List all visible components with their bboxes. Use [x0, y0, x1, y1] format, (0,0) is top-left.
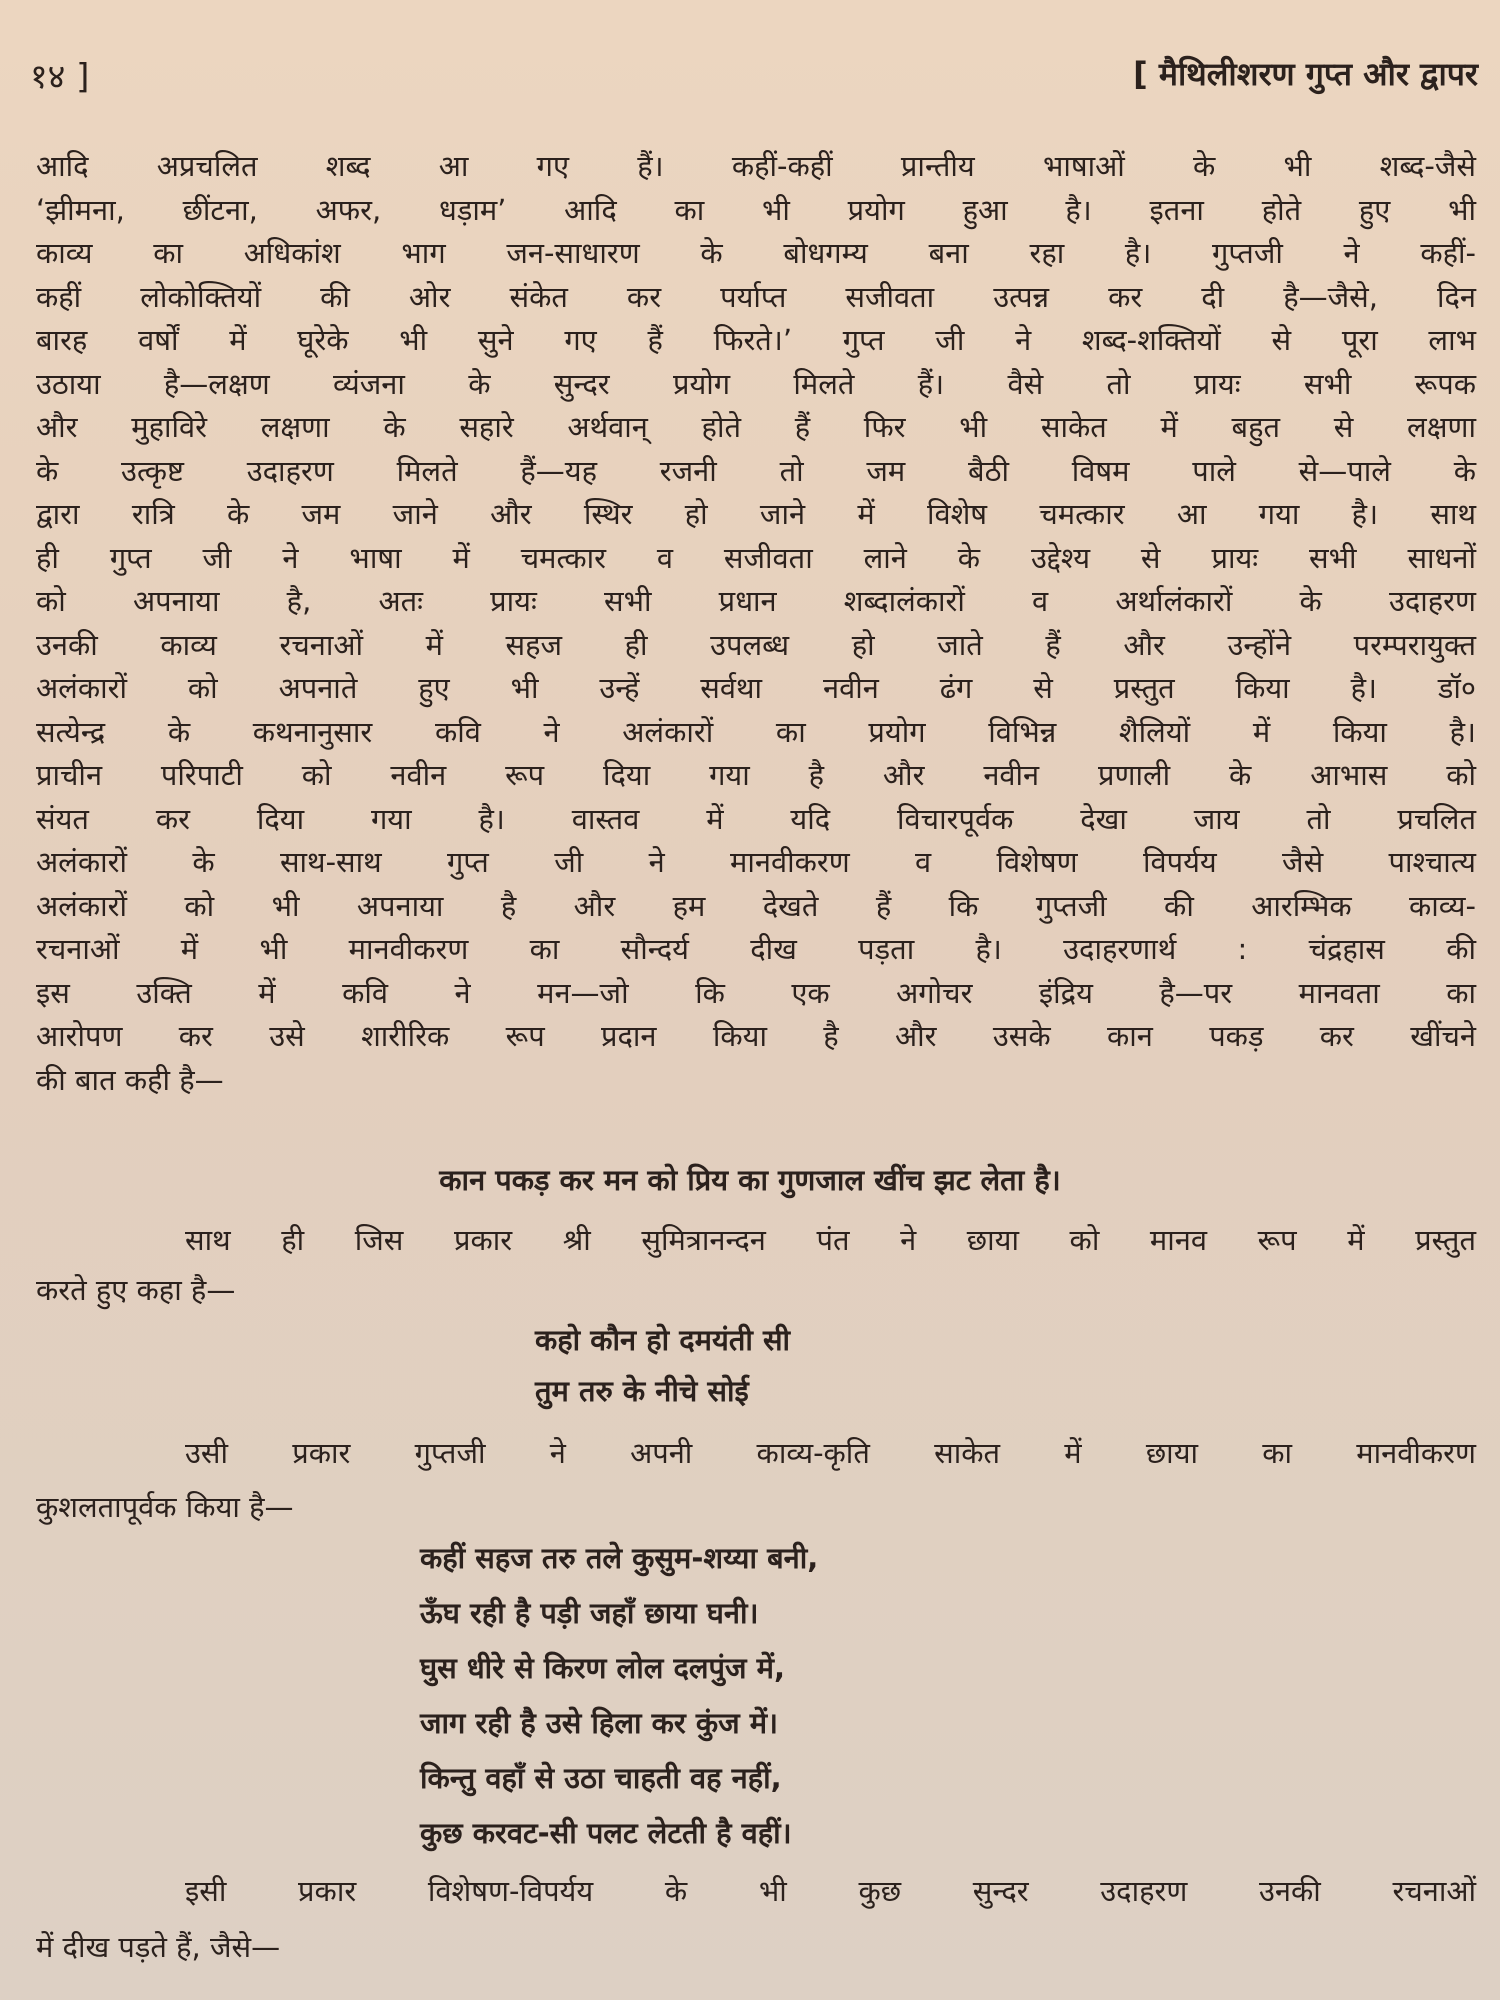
paragraph-1-line: अलंकारों के साथ-साथ गुप्त जी ने मानवीकरण व विशेषण विपर्यय जैसे पाश्चात्य — [36, 845, 1476, 879]
paragraph-1-line: ही गुप्त जी ने भाषा में चमत्कार व सजीवता लाने के उद्देश्य से प्रायः सभी साधनों — [36, 540, 1476, 575]
running-title: [ मैथिलीशरण गुप्त और द्वापर — [1133, 55, 1478, 93]
paragraph-1-line: के उत्कृष्ट उदाहरण मिलते हैं—यह रजनी तो जम बैठी विषम पाले से—पाले के — [36, 453, 1476, 488]
paragraph-2-line: करते हुए कहा है— — [36, 1273, 236, 1307]
paragraph-1-line: अलंकारों को भी अपनाया है और हम देखते हैं कि गुप्तजी की आरम्भिक काव्य- — [36, 888, 1476, 923]
page-number: १४ ] — [30, 57, 90, 97]
paragraph-4-line: इसी प्रकार विशेषण-विपर्यय के भी कुछ सुन्दर उदाहरण उनकी रचनाओं — [185, 1874, 1476, 1908]
paragraph-1-line: काव्य का अधिकांश भाग जन-साधारण के बोधगम्य बना रहा है। गुप्तजी ने कहीं- — [36, 236, 1476, 270]
quote-line: कान पकड़ कर मन को प्रिय का गुणजाल खींच झट लेता है। — [439, 1163, 1061, 1197]
paragraph-1-line: अलंकारों को अपनाते हुए भी उन्हें सर्वथा नवीन ढंग से प्रस्तुत किया है। डॉ० — [36, 671, 1476, 705]
paragraph-3-line: कुशलतापूर्वक किया है— — [36, 1490, 294, 1524]
poem-line: कुछ करवट-सी पलट लेटती है वहीं। — [420, 1816, 792, 1850]
paragraph-1-line: संयत कर दिया गया है। वास्तव में यदि विचारपूर्वक देखा जाय तो प्रचलित — [36, 801, 1476, 836]
paragraph-1-line: आरोपण कर उसे शारीरिक रूप प्रदान किया है और उसके कान पकड़ कर खींचने — [36, 1019, 1476, 1053]
poem-line: जाग रही है उसे हिला कर कुंज में। — [420, 1706, 779, 1740]
paragraph-1-line: प्राचीन परिपाटी को नवीन रूप दिया गया है और नवीन प्रणाली के आभास को — [36, 758, 1476, 792]
poem-line: घुस धीरे से किरण लोल दलपुंज में, — [420, 1651, 785, 1685]
paragraph-1-line: को अपनाया है, अतः प्रायः सभी प्रधान शब्दालंकारों व अर्थालंकारों के उदाहरण — [36, 584, 1476, 618]
poem-line: कहीं सहज तरु तले कुसुम-शय्या बनी, — [420, 1541, 819, 1575]
poem-line: ऊँघ रही है पड़ी जहाँ छाया घनी। — [420, 1596, 759, 1630]
poem-line: तुम तरु के नीचे सोई — [535, 1374, 749, 1408]
paragraph-1-line: ‘झीमना, छींटना, अफर, धड़ाम’ आदि का भी प्रयोग हुआ है। इतना होते हुए भी — [36, 192, 1476, 227]
paragraph-1-line: उठाया है—लक्षण व्यंजना के सुन्दर प्रयोग मिलते हैं। वैसे तो प्रायः सभी रूपक — [36, 366, 1476, 401]
paragraph-1-line: बारह वर्षों में घूरेके भी सुने गए हैं फिरते।’ गुप्त जी ने शब्द-शक्तियों से पूरा लाभ — [36, 323, 1476, 357]
paragraph-1-line: इस उक्ति में कवि ने मन—जो कि एक अगोचर इंद्रिय है—पर मानवता का — [36, 975, 1476, 1010]
paragraph-1-line: रचनाओं में भी मानवीकरण का सौन्दर्य दीख पड़ता है। उदाहरणार्थ : चंद्रहास की — [36, 932, 1476, 966]
paragraph-1-line: सत्येन्द्र के कथनानुसार कवि ने अलंकारों का प्रयोग विभिन्न शैलियों में किया है। — [36, 714, 1476, 749]
paragraph-4-line: में दीख पड़ते हैं, जैसे— — [36, 1930, 281, 1964]
poem-line: कहो कौन हो दमयंती सी — [535, 1323, 791, 1357]
paragraph-3-line: उसी प्रकार गुप्तजी ने अपनी काव्य-कृति साकेत में छाया का मानवीकरण — [185, 1436, 1476, 1470]
paragraph-2-line: साथ ही जिस प्रकार श्री सुमित्रानन्दन पंत ने छाया को मानव रूप में प्रस्तुत — [185, 1223, 1476, 1257]
poem-line: किन्तु वहाँ से उठा चाहती वह नहीं, — [420, 1761, 782, 1795]
paragraph-1-line: आदि अप्रचलित शब्द आ गए हैं। कहीं-कहीं प्रान्तीय भाषाओं के भी शब्द-जैसे — [36, 149, 1476, 183]
paragraph-1-line: की बात कही है— — [36, 1062, 224, 1097]
paragraph-1-line: उनकी काव्य रचनाओं में सहज ही उपलब्ध हो जाते हैं और उन्होंने परम्परायुक्त — [36, 627, 1476, 662]
paragraph-1-line: और मुहाविरे लक्षणा के सहारे अर्थवान् होते हैं फिर भी साकेत में बहुत से लक्षणा — [36, 410, 1476, 444]
paragraph-1-line: द्वारा रात्रि के जम जाने और स्थिर हो जाने में विशेष चमत्कार आ गया है। साथ — [36, 497, 1476, 531]
paragraph-1-line: कहीं लोकोक्तियों की ओर संकेत कर पर्याप्त सजीवता उत्पन्न कर दी है—जैसे, दिन — [36, 279, 1476, 314]
